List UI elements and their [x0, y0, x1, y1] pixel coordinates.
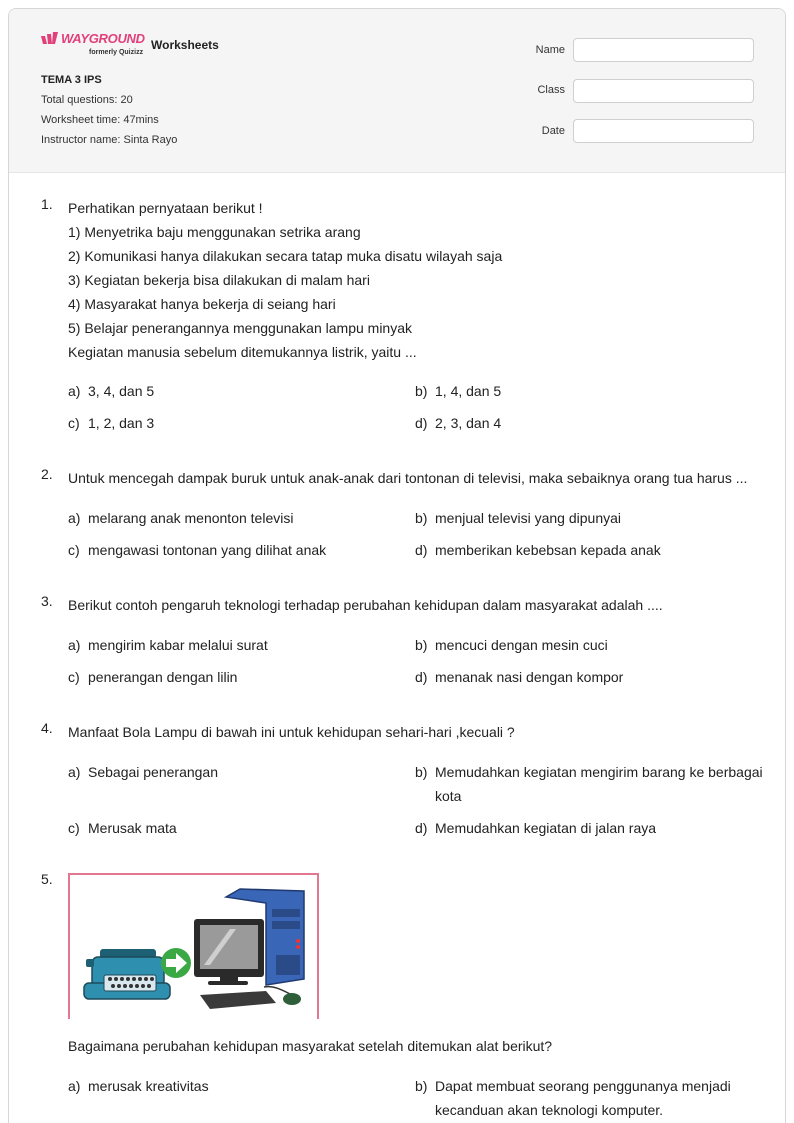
- question-number: 2.: [41, 466, 53, 482]
- option-letter: b): [415, 510, 428, 526]
- question-number: 3.: [41, 593, 53, 609]
- option-text: menjual televisi yang dipunyai: [435, 510, 621, 526]
- class-field[interactable]: [573, 79, 754, 103]
- option-text: Memudahkan kegiatan mengirim barang ke berbagai kota: [435, 764, 763, 804]
- option-letter: c): [68, 820, 80, 836]
- question-line: Bagaimana perubahan kehidupan masyarakat setelah ditemukan alat berikut?: [68, 1038, 553, 1054]
- option-letter: c): [68, 542, 80, 558]
- question-text: [68, 466, 758, 490]
- wayground-logo: [41, 31, 145, 61]
- worksheet-time: Worksheet time: 47mins: [41, 114, 159, 126]
- question-line: 5) Belajar penerangannya menggunakan lampu minyak: [68, 320, 412, 336]
- option-letter: b): [415, 1078, 428, 1094]
- class-label: Class: [537, 84, 565, 96]
- option-text: Merusak mata: [88, 820, 177, 836]
- typewriter-icon: [84, 949, 170, 999]
- option-text: mengirim kabar melalui surat: [88, 637, 268, 653]
- option-letter: b): [415, 637, 428, 653]
- question-number: 5.: [41, 871, 53, 887]
- date-field[interactable]: [573, 119, 754, 143]
- option-text: memberikan kebebsan kepada anak: [435, 542, 661, 558]
- worksheet-page: [8, 8, 786, 1123]
- question-line: 4) Masyarakat hanya bekerja di seiang hari: [68, 296, 336, 312]
- date-label: Date: [541, 125, 565, 137]
- question-number: 1.: [41, 196, 53, 212]
- arrow-right-icon: [161, 948, 191, 978]
- name-label: Name: [535, 44, 565, 56]
- logo-mark-icon: [41, 32, 61, 46]
- option-text: merusak kreativitas: [88, 1078, 209, 1094]
- option-letter: d): [415, 542, 428, 558]
- option-letter: d): [415, 820, 428, 836]
- question-line: Perhatikan pernyataan berikut !: [68, 200, 263, 216]
- question-number: 4.: [41, 720, 53, 736]
- worksheet-title: TEMA 3 IPS: [41, 74, 102, 86]
- option-text: Memudahkan kegiatan di jalan raya: [435, 820, 657, 836]
- brand-subtitle: formerly Quizizz: [89, 49, 144, 56]
- option-text: penerangan dengan lilin: [88, 669, 238, 685]
- brand-name: WAYGROUND: [61, 31, 145, 46]
- option-letter: a): [68, 764, 81, 780]
- option-text: 1, 4, dan 5: [435, 383, 502, 399]
- option-letter: c): [68, 415, 80, 431]
- option-text: 2, 3, dan 4: [435, 415, 502, 431]
- question-line: 3) Kegiatan bekerja bisa dilakukan di malam hari: [68, 272, 370, 288]
- section-label: Worksheets: [151, 38, 219, 52]
- option-letter: a): [68, 510, 81, 526]
- option-letter: a): [68, 1078, 81, 1094]
- keyboard-icon: [200, 991, 276, 1009]
- option-text: Dapat membuat seorang penggunanya menjadi kecanduan akan teknologi komputer.: [435, 1078, 731, 1118]
- option-text: 3, 4, dan 5: [88, 383, 155, 399]
- option-text: mengawasi tontonan yang dilihat anak: [88, 542, 327, 558]
- option-text: mencuci dengan mesin cuci: [435, 637, 608, 653]
- option-letter: d): [415, 415, 428, 431]
- option-letter: a): [68, 383, 81, 399]
- option-letter: a): [68, 637, 81, 653]
- question-line: Manfaat Bola Lampu di bawah ini untuk kehidupan sehari-hari ,kecuali ?: [68, 724, 515, 740]
- question-line: 1) Menyetrika baju menggunakan setrika arang: [68, 224, 361, 240]
- question-line: Untuk mencegah dampak buruk untuk anak-anak dari tontonan di televisi, maka sebaiknya orang tua harus ...: [68, 470, 748, 486]
- question-text: [68, 1034, 758, 1058]
- option-letter: c): [68, 669, 80, 685]
- option-text: Sebagai penerangan: [88, 764, 219, 780]
- question-line: Berikut contoh pengaruh teknologi terhadap perubahan kehidupan dalam masyarakat adalah ....: [68, 597, 663, 613]
- option-letter: b): [415, 383, 428, 399]
- option-letter: d): [415, 669, 428, 685]
- worksheet-header: [9, 9, 785, 173]
- computer-monitor-icon: [194, 919, 264, 985]
- question-text: [68, 593, 758, 617]
- option-letter: b): [415, 764, 428, 780]
- option-text: melarang anak menonton televisi: [88, 510, 294, 526]
- question-line: 2) Komunikasi hanya dilakukan secara tatap muka disatu wilayah saja: [68, 248, 503, 264]
- option-text: menanak nasi dengan kompor: [435, 669, 624, 685]
- typewriter-to-computer-illustration: [68, 873, 319, 1019]
- option-text: 1, 2, dan 3: [88, 415, 155, 431]
- question-line: Kegiatan manusia sebelum ditemukannya listrik, yaitu ...: [68, 344, 417, 360]
- question-text: [68, 720, 758, 744]
- question-text: [68, 196, 758, 364]
- name-field[interactable]: [573, 38, 754, 62]
- total-questions: Total questions: 20: [41, 94, 133, 106]
- instructor-name: Instructor name: Sinta Rayo: [41, 134, 178, 146]
- question-image-icon: [70, 875, 317, 1019]
